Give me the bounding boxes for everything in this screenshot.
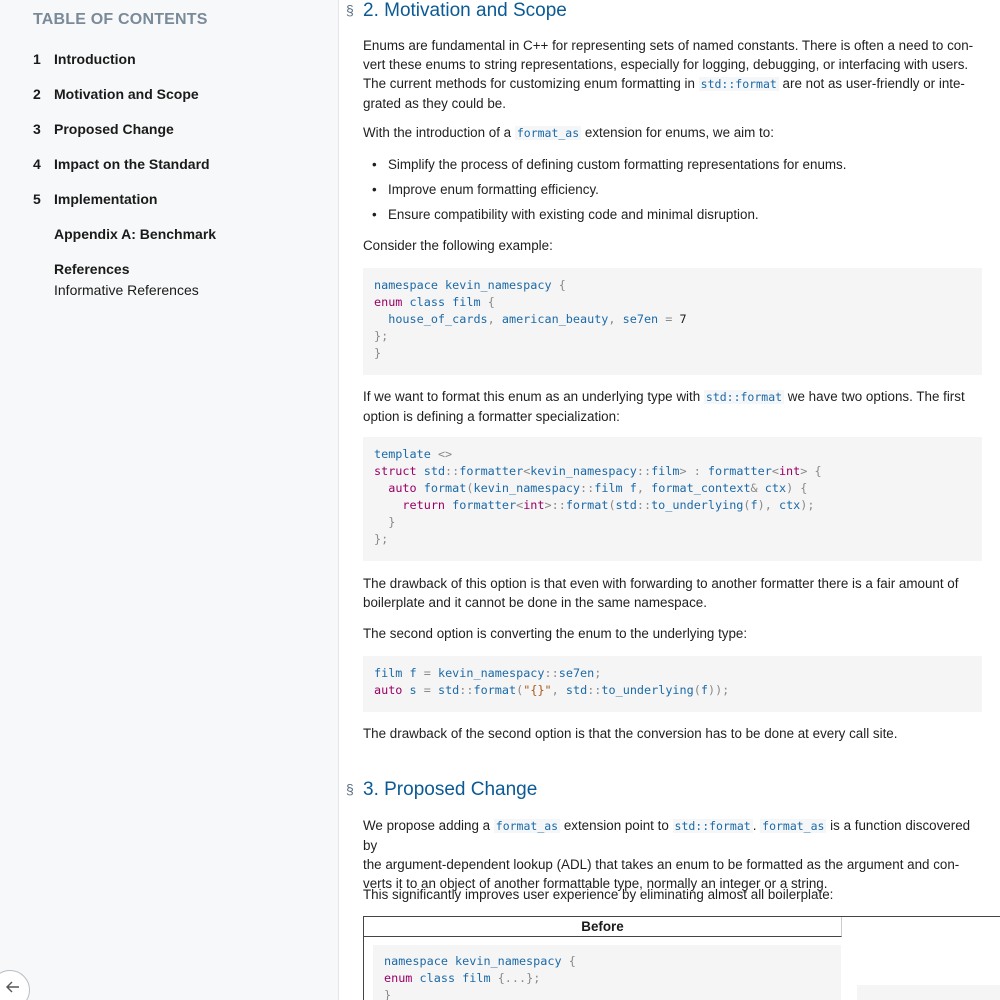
comparison-table [363, 916, 1000, 1000]
paragraph: This significantly improves user experience by eliminating almost all boilerplate: [363, 887, 834, 902]
toc-item-references[interactable]: References [54, 261, 130, 277]
inline-code: std::format [700, 77, 777, 91]
toc-item-appendix-a[interactable]: Appendix A: Benchmark [54, 226, 217, 242]
code-block: namespace kevin_namespacy { enum class film { house_of_cards, american_beauty, se7en = 7 }; } [363, 268, 982, 375]
paragraph: Enums are fundamental in C++ for representing sets of named constants. There is often a need to con- vert these enums to string representations, especially for logging, debugging, or interfacing with users. The current methods for customizing enum formatting in std::format are not as user-friendly or inte- grated as they could be. [363, 38, 974, 111]
list-item: • Simplify the process of defining custom formatting representations for enums. [363, 155, 977, 180]
section-3-anchor-link[interactable]: § [346, 781, 354, 797]
paragraph: The second option is converting the enum to the underlying type: [363, 626, 748, 641]
code-block [857, 985, 1000, 1000]
inline-code: std::format [705, 390, 783, 404]
section-2-heading: § 2. Motivation and Scope [346, 0, 567, 21]
inline-code: format_as [762, 819, 825, 833]
inline-code: std::format [674, 819, 751, 833]
code-block: film f = kevin_namespacy::se7en; auto s = std::format("{}", std::to_underlying(f)); [363, 656, 982, 712]
toc-title: TABLE OF CONTENTS [33, 11, 208, 28]
code-block: namespace kevin_namespacy { enum class film {...}; } [373, 945, 841, 1000]
toc-item-motivation[interactable]: 2 Motivation and Scope [33, 86, 199, 102]
inline-code: format_as [495, 819, 559, 833]
arrow-left-icon [5, 979, 21, 995]
paragraph: With the introduction of a format_as extension for enums, we aim to: [363, 125, 774, 140]
inline-code: format_as [516, 126, 580, 140]
paragraph: The drawback of the second option is that the conversion has to be done at every call site. [363, 726, 898, 741]
back-to-top-button[interactable] [0, 970, 30, 1000]
document-content [339, 0, 1000, 1000]
toc-item-introduction[interactable]: 1 Introduction [33, 51, 136, 67]
bullet-list [363, 155, 977, 230]
list-item: • Improve enum formatting efficiency. [363, 180, 977, 205]
paragraph: We propose adding a format_as extension point to std::format . format_as is a function discovered by the argument-dependent lookup (ADL) that takes an enum to be formatted as the argument and con- verts it to an object of another formattable type, normally an integer or a string. [363, 818, 971, 891]
section-3-heading: § 3. Proposed Change [346, 779, 538, 800]
paragraph: Consider the following example: [363, 238, 553, 253]
table-header-before: Before [364, 917, 842, 937]
toc-sub-informative-references[interactable]: Informative References [54, 282, 199, 298]
toc-item-proposed-change[interactable]: 3 Proposed Change [33, 121, 174, 137]
toc-item-impact[interactable]: 4 Impact on the Standard [33, 156, 210, 172]
section-2-anchor-link[interactable]: § [346, 2, 354, 18]
code-block: template <> struct std::formatter<kevin_namespacy::film> : formatter<int> { auto format(kevin_namespacy::film f, format_context& ctx) { return formatter<int>::format(std::to_underlying(f), ctx); } }; [363, 437, 982, 561]
table-of-contents [0, 0, 339, 1000]
toc-item-implementation[interactable]: 5 Implementation [33, 191, 158, 207]
paragraph: If we want to format this enum as an underlying type with std::format we have two options. The first option is defining a formatter specialization: [363, 389, 965, 424]
paragraph: The drawback of this option is that even with forwarding to another formatter there is a fair amount of boilerplate and it cannot be done in the same namespace. [363, 576, 959, 610]
list-item: • Ensure compatibility with existing code and minimal disruption. [363, 205, 977, 230]
